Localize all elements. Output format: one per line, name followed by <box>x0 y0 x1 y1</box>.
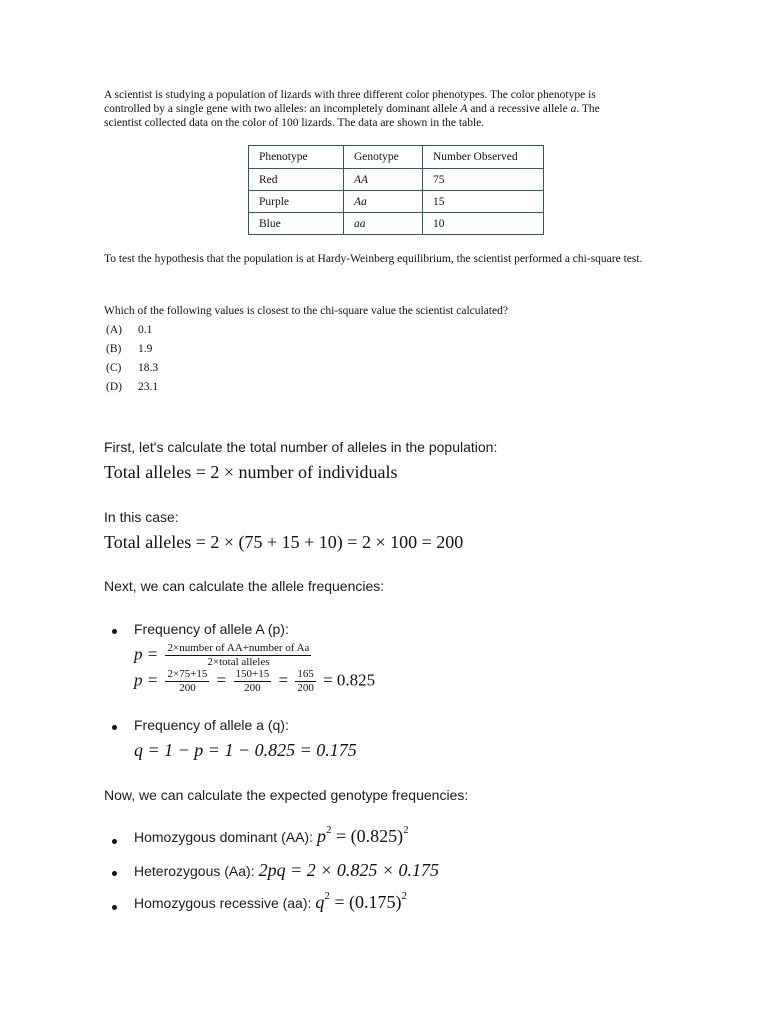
question-text: Which of the following values is closest to the chi-square value the scientist calculated? <box>104 305 508 317</box>
problem-intro <box>104 88 664 130</box>
step2-math: Total alleles = 2 × (75 + 15 + 10) = 2 × 100 = 200 <box>104 532 464 552</box>
bullet-icon <box>112 725 117 730</box>
step4-text: Now, we can calculate the expected genotype frequencies: <box>104 787 469 803</box>
freq-A-label: Frequency of allele A (p): <box>134 621 289 637</box>
table-cell: 10 <box>423 213 544 235</box>
genotype-item-Aa: Heterozygous (Aa): 2pq = 2 × 0.825 × 0.175 <box>134 860 440 880</box>
step3-text: Next, we can calculate the allele frequencies: <box>104 578 385 594</box>
step1-math: Total alleles = 2 × number of individuals <box>104 462 398 482</box>
bullet-icon <box>112 629 117 634</box>
formula-denominator: 2×total alleles <box>207 656 270 668</box>
intro-line-1: A scientist is studying a population of lizards with three different color phenotypes. The color phenotype is <box>104 89 596 101</box>
freq-A-calc: p = $\frac{2\times 75+15}{200}$ = $\frac{150+15}{200}$ = $\frac{165}{200}$ = 0.825 <box>134 668 376 694</box>
hardy-weinberg-text: To test the hypothesis that the population is at Hardy-Weinberg equilibrium, the scientist performed a chi-square test. <box>104 253 643 265</box>
table-header: Genotype <box>344 146 423 169</box>
data-table <box>248 145 544 235</box>
answer-options <box>106 321 158 397</box>
step2-text: In this case: <box>104 509 179 525</box>
bullet-icon <box>112 905 117 910</box>
table-cell: AA <box>344 169 423 191</box>
data-table-wrap <box>248 145 544 235</box>
freq-A-formula: p = $\frac{\text{2×number of AA+number of Aa}}{\text{2×total alleles}}$ <box>134 642 310 668</box>
table-cell: 75 <box>423 169 544 191</box>
table-row <box>249 169 544 191</box>
freq-a-math: q = 1 − p = 1 − 0.825 = 0.175 <box>134 740 357 760</box>
intro-line-3: scientist collected data on the color of 100 lizards. The data are shown in the table. <box>104 117 485 129</box>
answer-option[interactable]: (D) 23.1 <box>106 381 159 393</box>
answer-option[interactable]: (A) 0.1 <box>106 324 153 336</box>
genotype-item-aa: Homozygous recessive (aa): $q^2 = (0.175)^2$ <box>134 890 408 912</box>
freq-a-label: Frequency of allele a (q): <box>134 717 289 733</box>
answer-option[interactable]: (C) 18.3 <box>106 362 159 374</box>
step1-text: First, let's calculate the total number of alleles in the population: <box>104 439 498 455</box>
table-cell: aa <box>344 213 423 235</box>
bullet-icon <box>112 839 117 844</box>
formula-numerator: 2×number of AA+number of Aa <box>167 642 310 654</box>
table-cell: Purple <box>249 191 344 213</box>
bullet-icon <box>112 871 117 876</box>
table-header: Number Observed <box>423 146 544 169</box>
table-header: Phenotype <box>249 146 344 169</box>
table-header-row <box>249 146 544 169</box>
table-row <box>249 213 544 235</box>
answer-option[interactable]: (B) 1.9 <box>106 343 153 355</box>
intro-line-2: controlled by a single gene with two alleles: an incompletely dominant allele A and a recessive allele a. The <box>104 103 600 115</box>
table-cell: 15 <box>423 191 544 213</box>
genotype-item-AA: Homozygous dominant (AA): $p^2 = (0.825)^2$ <box>134 824 409 846</box>
table-row <box>249 191 544 213</box>
table-cell: Aa <box>344 191 423 213</box>
table-cell: Blue <box>249 213 344 235</box>
table-cell: Red <box>249 169 344 191</box>
